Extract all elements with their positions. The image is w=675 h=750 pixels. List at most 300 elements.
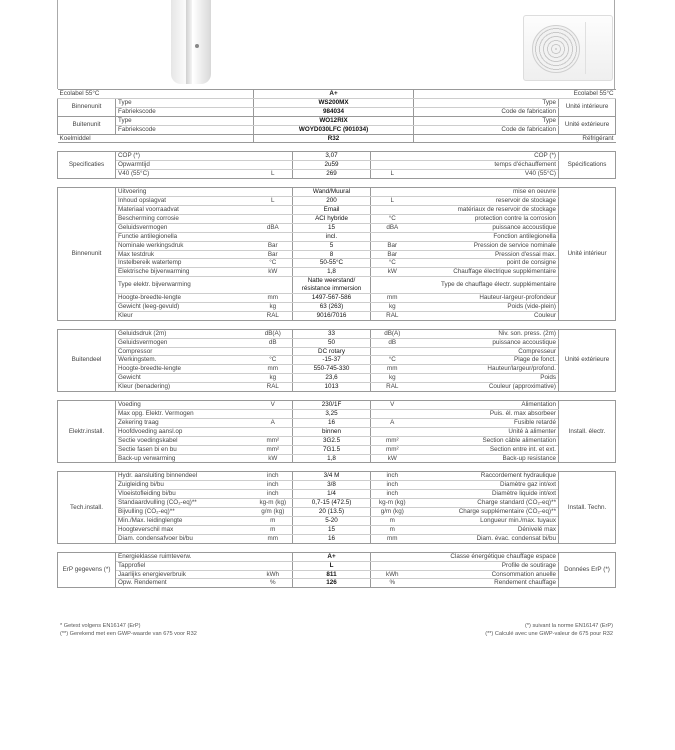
unit-fr: kWh: [371, 570, 414, 579]
field-label-fr: Charge standard (CO₂-eq)**: [414, 499, 559, 508]
unit-nl: mm²: [254, 445, 293, 454]
ecolabel-value: A+: [254, 90, 414, 99]
field-label-nl: Diam. condensafvoer bi/bu: [116, 534, 254, 543]
unit-fr: kW: [371, 454, 414, 463]
unit-fr: A: [371, 418, 414, 427]
field-label-nl: Type elektr. bijverwarming: [116, 277, 254, 294]
table-row: [58, 268, 616, 277]
field-label-nl: Kleur (benadering): [116, 383, 254, 392]
field-value: 2u59: [293, 161, 371, 170]
field-label-fr: Hauteur/largeur/profond.: [414, 365, 559, 374]
table-row: [58, 508, 616, 517]
table-row: [58, 454, 616, 463]
gap-cell: [58, 392, 616, 401]
table-row: [58, 436, 616, 445]
unit-nl: inch: [254, 481, 293, 490]
footnote-fr-1: (*) suivant la norme EN16147 (ErP): [525, 623, 613, 629]
field-value: -15-37: [293, 356, 371, 365]
section-label-nl: Tech.install.: [58, 472, 116, 543]
field-label-fr: Poids: [414, 374, 559, 383]
field-label-nl: Nominale werkingsdruk: [116, 241, 254, 250]
unit-fr: m: [371, 516, 414, 525]
table-row: [58, 374, 616, 383]
field-value: WOYD030LFC (901034): [254, 125, 414, 134]
field-label-nl: Back-up verwarming: [116, 454, 254, 463]
unit-nl: A: [254, 418, 293, 427]
field-value: binnen: [293, 427, 371, 436]
unit-fr: dBA: [371, 223, 414, 232]
field-label-nl: Opwarmtijd: [116, 161, 254, 170]
table-row: [58, 490, 616, 499]
field-label-fr: Longueur min./max. tuyaux: [414, 516, 559, 525]
unit-fr: kg: [371, 374, 414, 383]
field-label-nl: Inhoud opslagvat: [116, 197, 254, 206]
unit-fr: [371, 561, 414, 570]
footnote-fr-2: (**) Calculé avec une GWP-valeur de 675 pour R32: [485, 630, 613, 637]
field-label-nl: Elektrische bijverwarming: [116, 268, 254, 277]
field-value: 3/8: [293, 481, 371, 490]
field-value: WO12RIX: [254, 116, 414, 125]
unit-fr: Bar: [371, 241, 414, 250]
field-label-fr: Raccordement hydraulique: [414, 472, 559, 481]
unit-nl: mm: [254, 534, 293, 543]
table-row: [58, 152, 616, 161]
table-row: [58, 302, 616, 311]
field-value: 269: [293, 170, 371, 179]
unit-nl: kg: [254, 374, 293, 383]
product-images: [57, 0, 615, 89]
field-label-nl: Energieklasse ruimteverw.: [116, 552, 254, 561]
unit-fr: RAL: [371, 383, 414, 392]
table-row: [58, 410, 616, 419]
field-label-fr: Charge supplémentaire (CO₂-eq)**: [414, 508, 559, 517]
unit-fr: °C: [371, 259, 414, 268]
table-row: [58, 259, 616, 268]
unit-nl: [254, 188, 293, 197]
unit-fr: °C: [371, 356, 414, 365]
spec-table: [57, 89, 616, 588]
section-label-nl: Binnenunit: [58, 98, 116, 116]
section-label-fr: Install. électr.: [559, 401, 616, 463]
field-value: ACI hybride: [293, 214, 371, 223]
field-label-nl: Hydr. aansluiting binnendeel: [116, 472, 254, 481]
field-value: A+: [293, 552, 371, 561]
unit-nl: [254, 347, 293, 356]
table-row: [58, 311, 616, 320]
field-label-fr: Rendement chauffage: [414, 579, 559, 588]
field-label-nl: Tapprofiel: [116, 561, 254, 570]
field-label-fr: Couleur: [414, 311, 559, 320]
field-label-fr: Section câble alimentation: [414, 436, 559, 445]
table-row: [58, 188, 616, 197]
unit-fr: RAL: [371, 311, 414, 320]
field-label-fr: Poids (vide-plein): [414, 302, 559, 311]
field-label-nl: Opw. Rendement: [116, 579, 254, 588]
field-label-nl: Materiaal voorraadvat: [116, 205, 254, 214]
section-gap: [58, 320, 616, 329]
field-label-fr: matériaux de reservoir de stockage: [414, 205, 559, 214]
field-value: DC rotary: [293, 347, 371, 356]
field-value: 3,25: [293, 410, 371, 419]
gap-cell: [58, 320, 616, 329]
unit-fr: inch: [371, 490, 414, 499]
field-value: Email: [293, 205, 371, 214]
unit-fr: [371, 552, 414, 561]
unit-fr: [371, 277, 414, 294]
field-label-fr: puissance accoustique: [414, 223, 559, 232]
unit-nl: kg-m (kg): [254, 499, 293, 508]
field-label-nl: Gewicht: [116, 374, 254, 383]
unit-fr: dB(A): [371, 329, 414, 338]
field-label-fr: reservoir de stockage: [414, 197, 559, 206]
field-label-nl: Bescherming corrosie: [116, 214, 254, 223]
unit-nl: [254, 214, 293, 223]
unit-fr: [371, 161, 414, 170]
table-row: [58, 552, 616, 561]
field-label-fr: Pression d'essai max.: [414, 250, 559, 259]
field-value: 1497-567-586: [293, 294, 371, 303]
field-label-fr: temps d'échauffement: [414, 161, 559, 170]
section-label-nl: Buitenunit: [58, 116, 116, 134]
unit-nl: L: [254, 197, 293, 206]
unit-nl: Bar: [254, 241, 293, 250]
table-row: [58, 365, 616, 374]
field-label-fr: Section entre int. et ext.: [414, 445, 559, 454]
field-label-nl: Bijvulling (CO₂-eq)**: [116, 508, 254, 517]
unit-nl: [254, 152, 293, 161]
unit-fr: mm: [371, 365, 414, 374]
table-row: [58, 561, 616, 570]
unit-fr: [371, 347, 414, 356]
field-label-fr: Fusible retardé: [414, 418, 559, 427]
table-row: [58, 499, 616, 508]
field-label-nl: Standaardvulling (CO₂-eq)**: [116, 499, 254, 508]
field-value: 5: [293, 241, 371, 250]
field-label-nl: Hoogte-breedte-lengte: [116, 294, 254, 303]
unit-nl: m: [254, 525, 293, 534]
unit-nl: [254, 427, 293, 436]
field-label-fr: Diam. évac. condensat bi/bu: [414, 534, 559, 543]
field-value: 20 (13.5): [293, 508, 371, 517]
field-label-nl: Compressor: [116, 347, 254, 356]
field-value: 33: [293, 329, 371, 338]
field-label-fr: Pression de service nominale: [414, 241, 559, 250]
unit-fr: kg: [371, 302, 414, 311]
table-row: [58, 223, 616, 232]
unit-nl: m: [254, 516, 293, 525]
field-label-nl: Sectie voedingskabel: [116, 436, 254, 445]
unit-nl: g/m (kg): [254, 508, 293, 517]
footnote-nl-1: * Getest volgens EN16147 (ErP): [60, 623, 141, 629]
unit-fr: [371, 410, 414, 419]
unit-nl: mm: [254, 294, 293, 303]
field-label-fr: Compresseur: [414, 347, 559, 356]
field-label-nl: Instelbereik watertemp: [116, 259, 254, 268]
outdoor-unit-image: [523, 15, 613, 81]
section-label-nl: Elektr.install.: [58, 401, 116, 463]
field-label-nl: Fabriekscode: [116, 107, 254, 116]
table-row: [58, 445, 616, 454]
field-value: 50-55°C: [293, 259, 371, 268]
section-label-fr: Unité extérieure: [559, 116, 616, 134]
field-label-nl: Geluidsdruk (2m): [116, 329, 254, 338]
section-gap: [58, 143, 616, 152]
field-label-fr: V40 (55°C): [414, 170, 559, 179]
table-row: [58, 356, 616, 365]
table-row: [58, 170, 616, 179]
footnotes-fr: [485, 623, 613, 639]
table-row: [58, 427, 616, 436]
field-label-nl: Uitvoering: [116, 188, 254, 197]
table-row: [58, 525, 616, 534]
table-row: [58, 401, 616, 410]
field-label-fr: Back-up resistance: [414, 454, 559, 463]
field-value: 1/4: [293, 490, 371, 499]
field-value: 50: [293, 338, 371, 347]
table-row: [58, 250, 616, 259]
unit-fr: Bar: [371, 250, 414, 259]
table-row: [58, 107, 616, 116]
section-label-nl: Binnenunit: [58, 188, 116, 321]
unit-nl: °C: [254, 259, 293, 268]
table-row: [58, 579, 616, 588]
unit-nl: mm: [254, 365, 293, 374]
table-row: [58, 125, 616, 134]
koelmiddel-label-fr: Réfrigérant: [414, 134, 616, 143]
field-label-fr: Unité à alimenter: [414, 427, 559, 436]
unit-fr: m: [371, 525, 414, 534]
unit-nl: kW: [254, 454, 293, 463]
unit-nl: [254, 561, 293, 570]
field-value: 63 (263): [293, 302, 371, 311]
field-label-nl: Fabriekscode: [116, 125, 254, 134]
field-label-nl: Type: [116, 116, 254, 125]
table-row: [58, 134, 616, 143]
field-label-fr: Fonction antilegionella: [414, 232, 559, 241]
unit-nl: dB: [254, 338, 293, 347]
field-label-fr: Niv. son. press. (2m): [414, 329, 559, 338]
unit-fr: [371, 427, 414, 436]
field-label-fr: Alimentation: [414, 401, 559, 410]
field-value: 200: [293, 197, 371, 206]
field-label-fr: Type: [414, 116, 559, 125]
unit-nl: [254, 410, 293, 419]
unit-fr: L: [371, 170, 414, 179]
table-row: [58, 481, 616, 490]
gap-cell: [58, 143, 616, 152]
table-row: [58, 277, 616, 294]
section-label-fr: Unité intérieure: [559, 98, 616, 116]
field-label-nl: Kleur: [116, 311, 254, 320]
field-label-fr: Type: [414, 98, 559, 107]
field-label-nl: Type: [116, 98, 254, 107]
unit-nl: [254, 161, 293, 170]
section-label-fr: Spécifications: [559, 152, 616, 179]
field-label-nl: Functie antilegionella: [116, 232, 254, 241]
section-label-fr: Données ErP (*): [559, 552, 616, 588]
unit-fr: g/m (kg): [371, 508, 414, 517]
unit-nl: inch: [254, 490, 293, 499]
field-label-fr: Code de fabrication: [414, 125, 559, 134]
field-value: 8: [293, 250, 371, 259]
unit-fr: kg-m (kg): [371, 499, 414, 508]
field-label-fr: protection contre la corrosion: [414, 214, 559, 223]
field-value: WS200MX: [254, 98, 414, 107]
unit-nl: mm²: [254, 436, 293, 445]
table-row: [58, 472, 616, 481]
table-row: [58, 205, 616, 214]
field-label-nl: Geluidsvermogen: [116, 338, 254, 347]
field-label-nl: Gewicht (leeg-gevuld): [116, 302, 254, 311]
unit-nl: [254, 277, 293, 294]
table-row: [58, 347, 616, 356]
field-value: 126: [293, 579, 371, 588]
field-value: Wand/Muural: [293, 188, 371, 197]
field-value: 15: [293, 223, 371, 232]
gap-cell: [58, 179, 616, 188]
table-row: [58, 418, 616, 427]
field-label-nl: Werkingstem.: [116, 356, 254, 365]
field-value: 3/4 M: [293, 472, 371, 481]
field-label-nl: COP (*): [116, 152, 254, 161]
unit-fr: [371, 232, 414, 241]
field-value: 3,07: [293, 152, 371, 161]
field-label-fr: Dénivelé max: [414, 525, 559, 534]
unit-nl: dBA: [254, 223, 293, 232]
unit-nl: [254, 552, 293, 561]
unit-nl: kWh: [254, 570, 293, 579]
field-label-nl: Hoogteverschil max: [116, 525, 254, 534]
section-label-fr: Install. Techn.: [559, 472, 616, 543]
field-value: 1,8: [293, 454, 371, 463]
gap-cell: [58, 543, 616, 552]
unit-fr: °C: [371, 214, 414, 223]
field-value: 811: [293, 570, 371, 579]
table-row: [58, 338, 616, 347]
field-value: 3G2.5: [293, 436, 371, 445]
field-label-fr: puissance accoustique: [414, 338, 559, 347]
indoor-unit-tank-image: [171, 0, 211, 84]
unit-nl: [254, 205, 293, 214]
unit-fr: L: [371, 197, 414, 206]
table-row: [58, 214, 616, 223]
field-label-nl: Max opg. Elektr. Vermogen: [116, 410, 254, 419]
field-value: 1,8: [293, 268, 371, 277]
field-label-fr: Type de chauffage électr. supplémentaire: [414, 277, 559, 294]
koelmiddel-value: R32: [254, 134, 414, 143]
unit-fr: [371, 205, 414, 214]
unit-fr: [371, 188, 414, 197]
unit-fr: [371, 152, 414, 161]
field-value: Natte weerstand/ résistance immersion: [293, 277, 371, 294]
field-value: 230/1F: [293, 401, 371, 410]
field-label-fr: point de consigne: [414, 259, 559, 268]
table-row: [58, 516, 616, 525]
field-label-fr: Puis. él. max absorbeer: [414, 410, 559, 419]
field-value: 5-20: [293, 516, 371, 525]
table-row: [58, 232, 616, 241]
unit-nl: dB(A): [254, 329, 293, 338]
field-value: 16: [293, 534, 371, 543]
gap-cell: [58, 463, 616, 472]
section-label-fr: Unité intérieur: [559, 188, 616, 321]
table-row: [58, 90, 616, 99]
field-label-nl: Min./Max. leidinglengte: [116, 516, 254, 525]
field-label-nl: Jaarlijks energieverbruik: [116, 570, 254, 579]
field-label-fr: Plage de fonct.: [414, 356, 559, 365]
table-row: [58, 570, 616, 579]
field-label-fr: Consommation anuelle: [414, 570, 559, 579]
field-value: L: [293, 561, 371, 570]
unit-nl: kW: [254, 268, 293, 277]
field-label-fr: Chauffage électrique supplémentaire: [414, 268, 559, 277]
field-label-fr: Diamètre liquide int/ext: [414, 490, 559, 499]
unit-nl: Bar: [254, 250, 293, 259]
field-label-nl: Hoofdvoeding aansl.op: [116, 427, 254, 436]
field-value: 0,7-15 (472.5): [293, 499, 371, 508]
field-label-nl: Hoogte-breedte-lengte: [116, 365, 254, 374]
footnote-nl-2: (**) Gerekend met een GWP-waarde van 675 voor R32: [60, 630, 197, 637]
field-value: 1013: [293, 383, 371, 392]
field-value: incl.: [293, 232, 371, 241]
field-value: 9016/7016: [293, 311, 371, 320]
table-row: [58, 161, 616, 170]
field-label-nl: Zekering traag: [116, 418, 254, 427]
section-gap: [58, 179, 616, 188]
section-label-nl: ErP gegevens (*): [58, 552, 116, 588]
unit-nl: RAL: [254, 383, 293, 392]
unit-fr: V: [371, 401, 414, 410]
unit-fr: mm: [371, 294, 414, 303]
unit-fr: mm: [371, 534, 414, 543]
field-label-nl: Max testdruk: [116, 250, 254, 259]
field-label-nl: Zuigleiding bi/bu: [116, 481, 254, 490]
unit-nl: °C: [254, 356, 293, 365]
field-label-nl: V40 (55°C): [116, 170, 254, 179]
section-gap: [58, 463, 616, 472]
unit-nl: inch: [254, 472, 293, 481]
section-label-nl: Specificaties: [58, 152, 116, 179]
unit-nl: RAL: [254, 311, 293, 320]
field-value: 550-745-330: [293, 365, 371, 374]
unit-fr: kW: [371, 268, 414, 277]
unit-nl: kg: [254, 302, 293, 311]
table-row: [58, 197, 616, 206]
unit-fr: inch: [371, 472, 414, 481]
table-row: [58, 241, 616, 250]
field-value: 984034: [254, 107, 414, 116]
field-label-fr: Classe énergétique chauffage espace: [414, 552, 559, 561]
field-label-fr: Hauteur-largeur-profondeur: [414, 294, 559, 303]
field-label-fr: mise en oeuvre: [414, 188, 559, 197]
table-row: [58, 98, 616, 107]
unit-nl: [254, 232, 293, 241]
field-label-fr: Couleur (approximative): [414, 383, 559, 392]
ecolabel-label-fr: Ecolabel 55°C: [414, 90, 616, 99]
section-label-fr: Unité extérieure: [559, 329, 616, 391]
table-row: [58, 534, 616, 543]
field-value: 23,6: [293, 374, 371, 383]
field-label-fr: COP (*): [414, 152, 559, 161]
table-row: [58, 294, 616, 303]
section-gap: [58, 543, 616, 552]
ecolabel-label-nl: Ecolabel 55°C: [58, 90, 254, 99]
unit-fr: mm²: [371, 436, 414, 445]
table-row: [58, 383, 616, 392]
field-label-fr: Profile de soutirage: [414, 561, 559, 570]
footnotes-nl: [60, 623, 197, 639]
unit-fr: mm²: [371, 445, 414, 454]
